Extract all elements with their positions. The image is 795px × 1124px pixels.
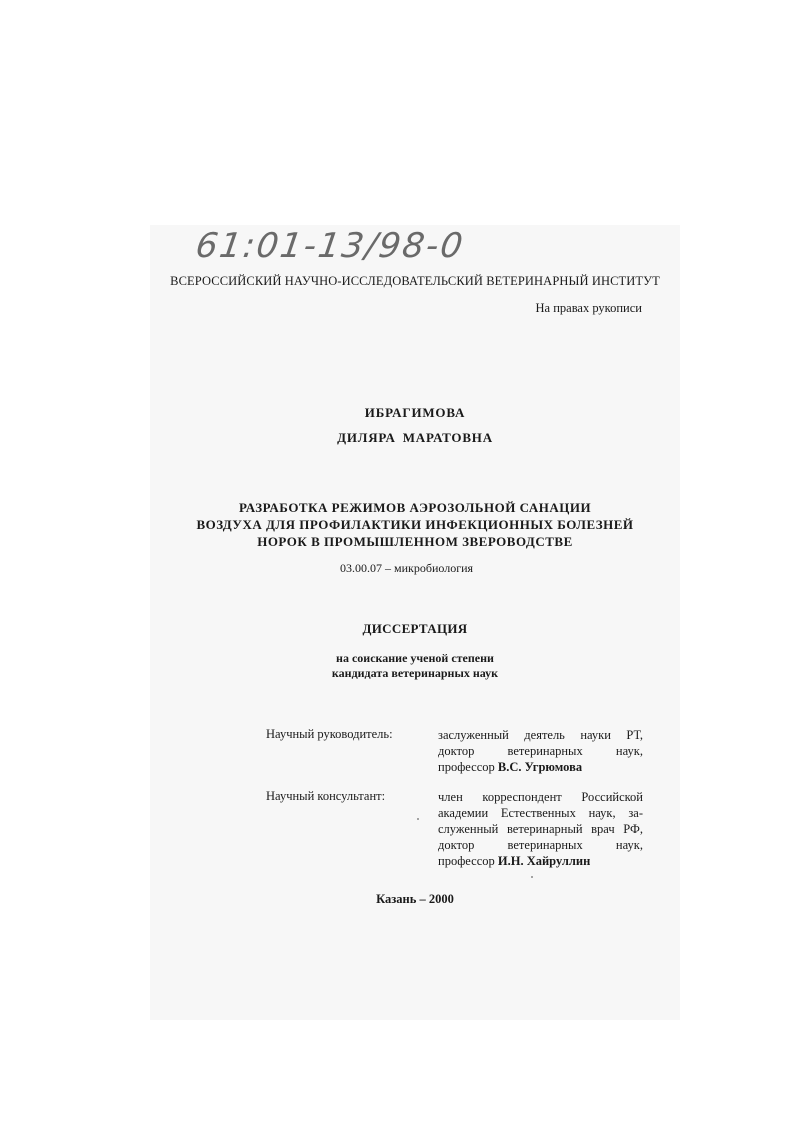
- title-line: ВОЗДУХА ДЛЯ ПРОФИЛАКТИКИ ИНФЕКЦИОННЫХ БОЛЕЗНЕЙ: [196, 517, 634, 532]
- consultant-details: [438, 789, 643, 869]
- consultant-title: профессор: [438, 854, 498, 868]
- supervisor-label: Научный руководитель:: [266, 727, 393, 741]
- handwritten-registration-number: 61:01-13/98-0: [193, 226, 467, 266]
- rights-note: На правах рукописи: [535, 301, 642, 315]
- degree-line: кандидата ветеринарных наук: [331, 666, 499, 680]
- scan-speck: [531, 876, 533, 878]
- consultant-label: Научный консультант:: [266, 789, 386, 803]
- specialty-code: 03.00.07 – микробиология: [340, 561, 474, 575]
- institute-name: ВСЕРОССИЙСКИЙ НАУЧНО-ИССЛЕДОВАТЕЛЬСКИЙ ВЕТЕРИНАРНЫЙ ИНСТИТУТ: [170, 274, 660, 288]
- city-year: Казань – 2000: [376, 892, 454, 906]
- supervisor-name: В.С. Угрюмова: [497, 760, 583, 774]
- consultant-name-line: [438, 853, 643, 869]
- degree-statement: [150, 651, 680, 681]
- supervisor-details: [438, 727, 643, 775]
- consultant-line: академии Естественных наук, за-: [438, 806, 643, 820]
- supervisor-line: доктор ветеринарных наук,: [438, 744, 643, 758]
- consultant-line: член корреспондент Российской: [438, 790, 643, 804]
- title-line: РАЗРАБОТКА РЕЖИМОВ АЭРОЗОЛЬНОЙ САНАЦИИ: [238, 500, 592, 515]
- scan-speck: [417, 818, 419, 820]
- consultant-line: доктор ветеринарных наук,: [438, 838, 643, 852]
- author-name: ДИЛЯРА МАРАТОВНА: [337, 430, 493, 445]
- supervisor-name-line: [438, 759, 643, 775]
- consultant-name: И.Н. Хайруллин: [497, 854, 591, 868]
- supervisor-line: заслуженный деятель науки РТ,: [438, 728, 643, 742]
- dissertation-title: [150, 499, 680, 550]
- author-surname: ИБРАГИМОВА: [364, 405, 466, 420]
- supervisor-title: профессор: [438, 760, 498, 774]
- degree-line: на соискание ученой степени: [336, 651, 494, 665]
- consultant-line: служенный ветеринарный врач РФ,: [438, 822, 643, 836]
- title-line: НОРОК В ПРОМЫШЛЕННОМ ЗВЕРОВОДСТВЕ: [257, 534, 573, 549]
- document-type: ДИССЕРТАЦИЯ: [362, 621, 468, 636]
